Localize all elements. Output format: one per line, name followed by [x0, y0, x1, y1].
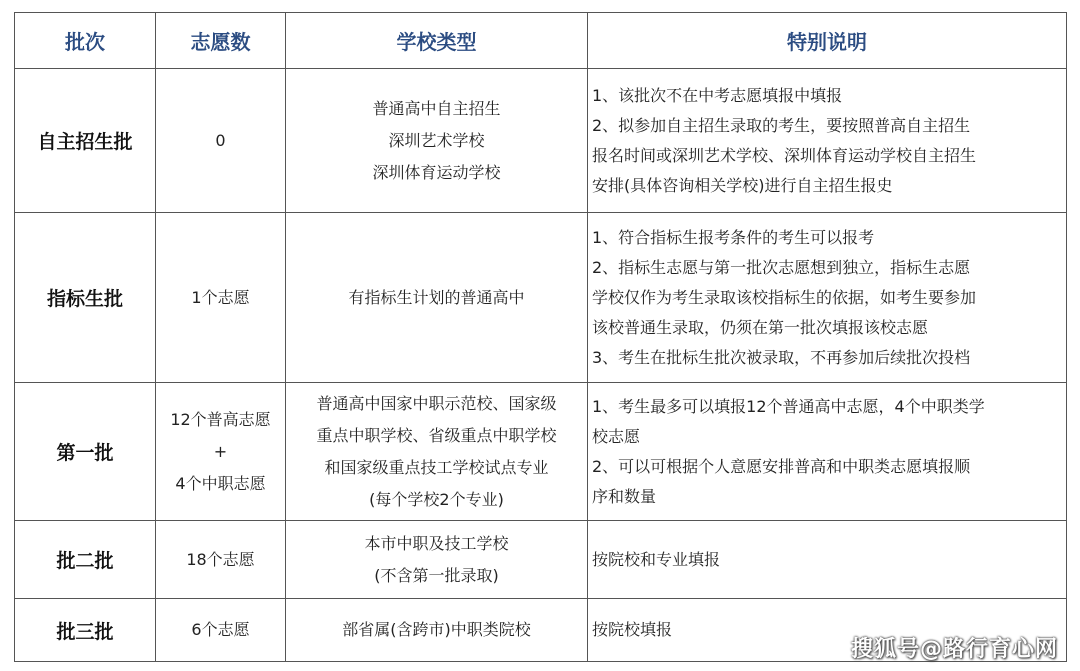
school-type-line: (不含第一批录取) — [374, 565, 499, 585]
watermark-text: 搜狐号@路行育心网 — [850, 637, 1058, 662]
note-line: 报名时间或深圳艺术学校、深圳体育运动学校自主招生 — [592, 145, 977, 165]
school-type-cell — [286, 383, 588, 521]
school-type-cell — [286, 69, 588, 213]
note-line: 2、拟参加自主招生录取的考生，要按照普高自主招生 — [592, 115, 971, 135]
school-type-line: 深圳体育运动学校 — [372, 162, 501, 182]
batch-cell: 指标生批 — [15, 213, 156, 383]
count-cell — [156, 213, 286, 383]
note-line: 校志愿 — [592, 426, 641, 446]
school-type-cell — [286, 599, 588, 662]
header-count: 志愿数 — [156, 13, 286, 69]
notes-cell — [588, 69, 1067, 213]
header-notes: 特别说明 — [588, 13, 1067, 69]
notes-cell — [588, 521, 1067, 599]
note-line: 1、该批次不在中考志愿填报中填报 — [592, 85, 843, 105]
school-type-line: 普通高中国家中职示范校、国家级 — [316, 393, 557, 413]
table-row — [15, 521, 1067, 599]
school-type-line: 重点中职学校、省级重点中职学校 — [316, 425, 557, 445]
count-line: + — [213, 441, 228, 461]
note-line: 学校仅作为考生录取该校指标生的依据，如考生要参加 — [592, 287, 977, 307]
note-line: 1、考生最多可以填报12个普通高中志愿，4个中职类学 — [592, 396, 985, 416]
school-type-cell — [286, 521, 588, 599]
notes-cell — [588, 213, 1067, 383]
note-line: 按院校和专业填报 — [592, 549, 721, 569]
note-line: 序和数量 — [592, 486, 657, 506]
table-row — [15, 69, 1067, 213]
count-line: 6个志愿 — [191, 620, 250, 639]
table-header-row — [15, 13, 1067, 69]
count-line: 18个志愿 — [186, 549, 255, 569]
table-row — [15, 213, 1067, 383]
admission-table-container — [14, 12, 1066, 662]
table-row — [15, 383, 1067, 521]
batch-cell: 批二批 — [15, 521, 156, 599]
header-school-type: 学校类型 — [286, 13, 588, 69]
count-line: 4个中职志愿 — [175, 473, 266, 493]
school-type-line: 深圳艺术学校 — [388, 130, 485, 150]
school-type-cell — [286, 213, 588, 383]
note-line: 按院校填报 — [592, 620, 673, 639]
school-type-line: 部省属(含跨市)中职类院校 — [342, 620, 531, 639]
note-line: 安排(具体咨询相关学校)进行自主招生报史 — [592, 175, 893, 195]
count-cell — [156, 521, 286, 599]
count-cell — [156, 599, 286, 662]
note-line: 2、可以可根据个人意愿安排普高和中职类志愿填报顺 — [592, 456, 971, 476]
count-cell — [156, 383, 286, 521]
count-line: 1个志愿 — [191, 287, 250, 307]
count-line: 12个普高志愿 — [170, 409, 271, 429]
school-type-line: 本市中职及技工学校 — [364, 533, 509, 553]
school-type-line: 和国家级重点技工学校试点专业 — [324, 457, 549, 477]
admission-batch-table — [14, 12, 1067, 662]
batch-cell: 第一批 — [15, 383, 156, 521]
count-cell — [156, 69, 286, 213]
note-line: 该校普通生录取，仍须在第一批次填报该校志愿 — [592, 317, 929, 337]
note-line: 3、考生在批标生批次被录取，不再参加后续批次投档 — [592, 347, 971, 367]
batch-cell: 自主招生批 — [15, 69, 156, 213]
school-type-line: 有指标生计划的普通高中 — [348, 287, 525, 307]
count-line: 0 — [215, 130, 226, 150]
header-batch: 批次 — [15, 13, 156, 69]
notes-cell — [588, 383, 1067, 521]
school-type-line: (每个学校2个专业) — [369, 489, 504, 509]
school-type-line: 普通高中自主招生 — [372, 98, 501, 118]
batch-cell: 批三批 — [15, 599, 156, 662]
note-line: 2、指标生志愿与第一批次志愿想到独立，指标生志愿 — [592, 257, 971, 277]
note-line: 1、符合指标生报考条件的考生可以报考 — [592, 227, 875, 247]
